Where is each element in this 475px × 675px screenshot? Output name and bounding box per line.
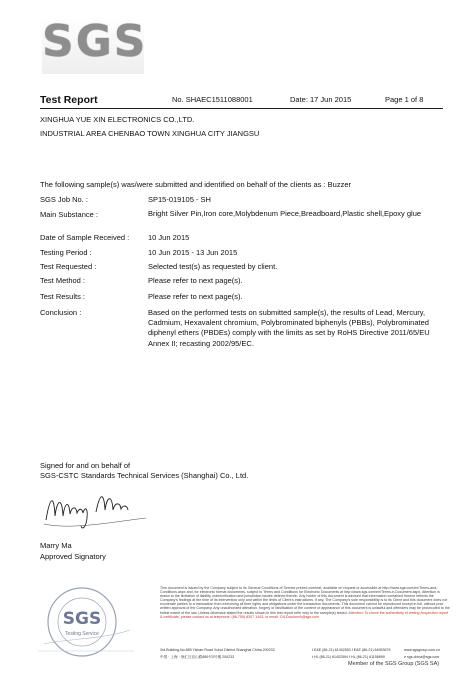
- disclaimer-text: This document is issued by the Company subject to its General Conditions of Service printed overleaf, available on request or accessible at http://www.sgs.com/en/Terms-and-Conditions.aspx and, for electronic format documents, subject to Terms and Conditions for Electronic Documents at http://www.sgs.com/en/Terms-e-Document.aspx. Attention is drawn to the limitation of liability, indemnification and jurisdiction issues defined therein. Any holder of this document is advised that information contained hereon reflects the Company's findings at the time of its intervention only and within the limits of Client's instructions, if any. The Company's sole responsibility is to its Client and this document does not exonerate parties to a transaction from exercising all their rights and obligations under the transaction documents. This document cannot be reproduced except in full, without prior written approval of the Company. Any unauthorized alteration, forgery or falsification of the content or appearance of this document is unlawful and offenders may be prosecuted to the fullest extent of the law. Unless otherwise stated the results shown in this test report refer only to the sample(s) tested.: [160, 586, 450, 615]
- field-label-date-received: Date of Sample Received :: [40, 233, 130, 242]
- field-value-test-results: Please refer to next page(s).: [148, 292, 243, 301]
- field-value-testing-period: 10 Jun 2015 - 13 Jun 2015: [148, 248, 238, 257]
- stamp-logo-text: SGS: [62, 609, 102, 629]
- field-value-date-received: 10 Jun 2015: [148, 233, 190, 242]
- field-value-job-no: SP15-019105 - SH: [148, 195, 211, 204]
- field-value-test-requested: Selected test(s) as requested by client.: [148, 262, 278, 271]
- client-address: INDUSTRIAL AREA CHENBAO TOWN XINGHUA CITY JIANGSU: [40, 129, 260, 138]
- stamp-caption: Testing Service: [65, 631, 99, 637]
- footer-address-en: 3rd Building,No.889 Yishan Road Xuhui District,Shanghai China 200233: [160, 648, 275, 652]
- report-title: Test Report: [40, 94, 98, 106]
- sgs-logo-text: SGS: [42, 16, 148, 67]
- header-divider: [40, 108, 443, 109]
- field-label-test-requested: Test Requested :: [40, 262, 97, 271]
- field-label-test-method: Test Method :: [40, 276, 86, 285]
- signed-for-text: Signed for and on behalf of: [40, 461, 131, 470]
- footer-tel-en: t E&E (86-21) 61402553 f E&E (86-21) 64953679: [312, 648, 391, 652]
- field-value-test-method: Please refer to next page(s).: [148, 276, 243, 285]
- footer-tel-cn: t HL (86-21) 61402594 f HL (86-21) 61156899: [312, 655, 385, 659]
- field-label-main-substance: Main Substance :: [40, 210, 98, 219]
- client-name: XINGHUA YUE XIN ELECTRONICS CO.,LTD.: [40, 115, 195, 124]
- footer-address-cn: 中国 · 上海 · 徐汇区宜山路889号3号楼 200233: [160, 655, 235, 659]
- field-label-job-no: SGS Job No. :: [40, 195, 88, 204]
- footer-disclaimer: [160, 586, 450, 619]
- field-label-conclusion: Conclusion :: [40, 308, 82, 317]
- report-date: Date: 17 Jun 2015: [290, 95, 352, 104]
- signatory-company: SGS-CSTC Standards Technical Services (Shanghai) Co., Ltd.: [40, 471, 249, 480]
- intro-text: The following sample(s) was/were submitted and identified on behalf of the clients as : Buzzer: [40, 180, 351, 189]
- handwritten-signature: [42, 486, 152, 534]
- signatory-title: Approved Signatory: [40, 552, 106, 561]
- company-seal-stamp: [30, 584, 140, 664]
- field-label-test-results: Test Results :: [40, 292, 86, 301]
- sgs-member-text: Member of the SGS Group (SGS SA): [348, 661, 440, 667]
- authenticity-note: Attention: To check the authenticity of testing /inspection report & certificate, please contact us at telephone: (86-755) 8307 1443, or email: CN.Doccheck@sgs.com: [160, 610, 449, 619]
- footer-web: www.sgsgroup.com.cn: [404, 648, 440, 652]
- report-number: No. SHAEC1511088001: [172, 95, 253, 104]
- footer-email: e sgs.china@sgs.com: [404, 655, 440, 659]
- field-label-testing-period: Testing Period :: [40, 248, 92, 257]
- field-value-conclusion: Based on the performed tests on submitted sample(s), the results of Lead, Mercury, Cadmium, Hexavalent chromium, Polybrominated biphenyls (PBBs), Polybrominated diphenyl ethers (PBDEs) comply with the limits as set by RoHS Directive 2011/65/EU Annex II; recasting 2002/95/EC.: [148, 308, 430, 348]
- page-indicator: Page 1 of 8: [385, 95, 424, 104]
- signatory-name: Marry Ma: [40, 541, 72, 550]
- field-value-main-substance: Bright Silver Pin,Iron core,Molybdenum Piece,Breadboard,Plastic shell,Epoxy glue: [148, 209, 422, 218]
